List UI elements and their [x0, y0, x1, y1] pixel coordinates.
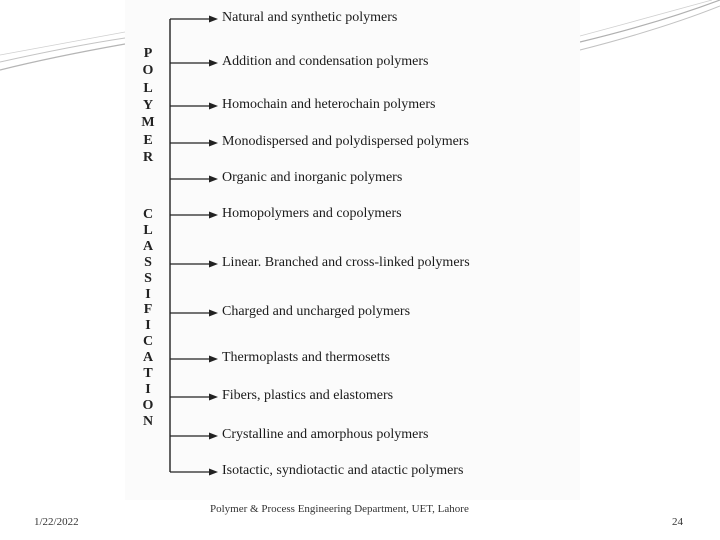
- page-number: 24: [672, 516, 683, 528]
- classification-item: Charged and uncharged polymers: [222, 304, 411, 319]
- classification-item: Homopolymers and copolymers: [222, 206, 402, 221]
- title-letter: A: [142, 350, 154, 366]
- title-letter: L: [143, 80, 153, 96]
- swoosh-right-1: [580, 0, 720, 42]
- swoosh-right-3: [580, 0, 712, 36]
- title-letter: T: [143, 366, 153, 381]
- arrow-head-icon: [209, 433, 218, 440]
- classification-item: Monodispersed and polydispersed polymers: [222, 134, 469, 149]
- classification-item: Addition and condensation polymers: [222, 54, 429, 69]
- title-letter: Y: [142, 97, 154, 113]
- title-letter: L: [143, 222, 153, 238]
- title-letter: O: [142, 63, 154, 79]
- title-letter: E: [143, 132, 153, 148]
- diagram-lines: [125, 0, 580, 500]
- classification-item: Crystalline and amorphous polymers: [222, 427, 429, 442]
- title-letter: C: [142, 207, 154, 222]
- swoosh-left-3: [0, 32, 125, 55]
- title-letter: S: [144, 254, 152, 270]
- title-letter: O: [142, 397, 154, 413]
- arrow-head-icon: [209, 140, 218, 147]
- arrow-head-icon: [209, 60, 218, 67]
- classification-item: Organic and inorganic polymers: [222, 170, 403, 185]
- title-letter: P: [143, 46, 153, 61]
- title-letter: F: [143, 302, 153, 318]
- classification-item: Isotactic, syndiotactic and atactic polymers: [222, 463, 464, 478]
- arrow-head-icon: [209, 261, 218, 268]
- title-letter: M: [141, 115, 155, 131]
- swoosh-right-2: [580, 6, 720, 50]
- footer-department: Polymer & Process Engineering Department, UET, Lahore: [210, 503, 469, 515]
- classification-item: Fibers, plastics and elastomers: [222, 388, 394, 403]
- classification-item: Linear. Branched and cross-linked polymers: [222, 255, 470, 270]
- swoosh-left-1: [0, 44, 125, 70]
- arrow-head-icon: [209, 212, 218, 219]
- arrow-head-icon: [209, 469, 218, 476]
- classification-item: Thermoplasts and thermosetts: [222, 350, 390, 365]
- title-letter: S: [144, 270, 152, 286]
- swoosh-left-2: [0, 38, 125, 62]
- classification-item: Homochain and heterochain polymers: [222, 97, 436, 112]
- classification-item: Natural and synthetic polymers: [222, 10, 398, 25]
- title-letter: I: [145, 381, 151, 397]
- arrow-head-icon: [209, 103, 218, 110]
- title-letter: N: [142, 413, 154, 429]
- arrow-head-icon: [209, 356, 218, 363]
- title-letter: R: [142, 149, 154, 165]
- title-letter: A: [142, 238, 154, 254]
- title-letter: I: [145, 286, 151, 302]
- polymer-classification-diagram: [125, 0, 580, 500]
- title-letter: I: [145, 318, 151, 334]
- title-letter: C: [142, 334, 154, 350]
- footer-date: 1/22/2022: [34, 516, 79, 528]
- arrow-head-icon: [209, 394, 218, 401]
- arrow-head-icon: [209, 310, 218, 317]
- arrow-head-icon: [209, 176, 218, 183]
- arrow-head-icon: [209, 16, 218, 23]
